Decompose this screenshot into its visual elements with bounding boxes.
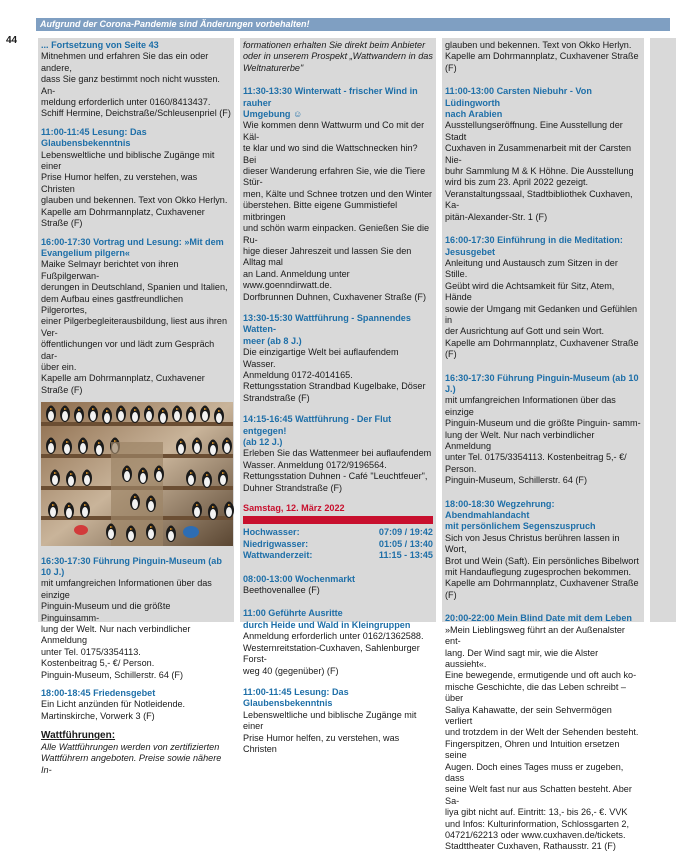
event-heading — [243, 608, 433, 631]
text-line: Pinguin-Museum, Schillerstr. 64 (F) — [41, 669, 184, 680]
penguin-museum-photo — [41, 402, 233, 546]
text-line: Eine bewegende, ermutigende und oft auch ko- — [445, 670, 637, 681]
text-line: Die einzigartige Welt bei auflaufendem Wasser. — [243, 347, 399, 369]
text-line: 11:30-13:30 Winterwatt - frischer Wind in rauher — [243, 86, 418, 108]
event-body — [243, 347, 433, 404]
event-body — [41, 699, 231, 722]
text-line: Martinskirche, Vorwerk 3 (F) — [41, 710, 155, 721]
text-line: Cuxhaven in Zusammenarbeit mit der Carsten Nie- — [445, 143, 631, 165]
text-line: öffentlichungen vor und lädt zum Gespräch dar- — [41, 339, 215, 361]
text-line: Veranstaltungssaal, Stadtbibliothek Cuxhaven, Ka- — [445, 188, 633, 211]
text-line: Geübt wird die Achtsamkeit für Sitz, Atem, Hände — [445, 280, 615, 303]
event-body — [41, 578, 231, 681]
text-line: Augen. Doch eines Tages muss er zugeben, dass — [445, 761, 624, 783]
text-line: Maike Selmayr berichtet von ihren Fußpilgerwan- — [41, 259, 179, 281]
event-body — [243, 448, 433, 494]
text-line: 16:00-17:30 Vortrag und Lesung: »Mit dem — [41, 236, 224, 247]
text-line: lang. Der Wind sagt mir, wie die Alster aussieht«. — [445, 647, 599, 669]
text-line: Prise Humor helfen, zu verstehen, was Christen — [243, 732, 400, 754]
text-line: über ein. — [41, 361, 77, 372]
text-line: Anmeldung erforderlich unter 0162/1362588. — [243, 631, 424, 642]
event-heading — [445, 235, 641, 258]
text-line: Fingerspitzen, Ohren und Intuition ersetzen seine — [445, 738, 620, 761]
text-line: formationen erhalten Sie direkt beim Anbieter — [243, 40, 426, 50]
text-line: te klar und wo sind die Wattschnecken hin? Bei — [243, 143, 418, 165]
event-body — [41, 150, 231, 230]
text-line: Lebensweltliche und biblische Zugänge mit einer — [243, 709, 417, 732]
text-line: unter Tel. 0175/3354113. — [41, 646, 141, 657]
text-line: nach Arabien — [445, 109, 503, 120]
text-line: seine Welt fast nur aus Schatten besteht. Aber Sa- — [445, 784, 632, 806]
text-line: liya gibt nicht auf. Eintritt: 13,- bis 26,- €. VVK — [445, 807, 628, 818]
event-body — [243, 710, 433, 756]
event-heading — [41, 237, 231, 260]
text-line: 11:00 Geführte Ausritte — [243, 608, 343, 619]
event-heading: 18:00-18:45 Friedensgebet — [41, 688, 156, 699]
event-heading — [445, 86, 641, 120]
text-line: Umgebung ☺ — [243, 109, 303, 120]
text-line: Wie kommen denn Wattwurm und Co mit der Käl- — [243, 120, 425, 142]
tide-row — [243, 550, 433, 561]
text-line: Ausstellungseröffnung. Eine Ausstellung der Stadt — [445, 120, 623, 142]
text-line: und trotzdem in der Welt der Sehenden besteht. — [445, 727, 639, 738]
event-heading: 11:00-11:45 Lesung: Das Glaubensbekenntnis — [243, 686, 349, 709]
text-line: Kapelle am Dohrmannplatz, Cuxhavener Straße (F) — [41, 206, 205, 229]
text-line: (ab 12 J.) — [243, 437, 283, 447]
text-line: oder in unserem Prospekt „Wattwandern in das — [243, 51, 433, 62]
column-3 — [442, 38, 644, 852]
text-line: Wasser. Anmeldung 0172/9196564. — [243, 459, 387, 470]
text-line: meldung erforderlich unter 0160/8413437. — [41, 97, 211, 108]
section-heading: Wattführungen: — [41, 730, 116, 742]
date-divider — [243, 516, 433, 524]
text-line: Anmeldung 0172-4014165. — [243, 369, 353, 380]
text-line: pitän-Alexander-Str. 1 (F) — [445, 211, 548, 222]
event-heading: ... Fortsetzung von Seite 43 — [41, 40, 159, 50]
page-number: 44 — [6, 35, 18, 46]
text-line: meer (ab 8 J.) — [243, 335, 302, 346]
tide-label: Hochwasser: — [243, 527, 300, 538]
text-line: 04721/62213 oder www.cuxhaven.de/tickets. — [445, 830, 626, 840]
text-line: Rettungsstation Duhnen - Café "Leuchtfeuer", — [243, 471, 428, 482]
text-line: und Infos: Kulturinformation, Schlossgarten 2, — [445, 818, 629, 829]
text-line: mit umfangreichen Informationen über das einzige — [445, 395, 616, 417]
text-line: Pinguin-Museum und die größte Pinguinsamm- — [41, 601, 171, 623]
text-line: Erleben Sie das Wattenmeer bei auflaufendem — [243, 448, 432, 459]
text-line: lung der Welt. Nur nach verbindlicher Anmeldung — [41, 624, 191, 646]
text-line: Westernreitstation-Cuxhaven, Sahlenburger Forst- — [243, 642, 420, 665]
text-line: Prise Humor helfen, zu verstehen, was Christen — [41, 172, 198, 194]
text-line: »Mein Lieblingsweg führt an der Außenalster ent- — [445, 624, 625, 647]
text-line: men, Kälte und Schnee trotzen und den Winter — [243, 188, 433, 199]
event-body — [445, 258, 641, 361]
text-line: dass Sie ganz bestimmt noch nicht wussten. An- — [41, 74, 220, 96]
text-line: Jesusgebet — [445, 246, 496, 257]
text-line: Brot und Wein (Saft). Ein persönliches Bibelwort — [445, 555, 639, 566]
text-line: buhr Sammlung M & K Höhne. Die Ausstellung — [445, 166, 634, 177]
event-heading: 16:30-17:30 Führung Pinguin-Museum (ab 10 J.) — [41, 555, 222, 577]
text-line: mit Handauflegung zugesprochen bekommen. — [445, 567, 632, 578]
text-line: Duhner Strandstraße (F) — [243, 482, 343, 493]
text-line: Person. — [445, 463, 477, 474]
event-heading — [243, 86, 433, 120]
text-line: Stadttheater Cuxhaven, Rathausstr. 21 (F) — [445, 841, 616, 852]
text-line: Schiff Hermine, Deichstraße/Schleusenpriel (F) — [41, 108, 231, 119]
event-body — [445, 533, 641, 601]
tide-value: 11:15 - 13:45 — [378, 550, 433, 561]
event-body — [445, 625, 641, 853]
text-line: derungen in Deutschland, Spanien und Italien, — [41, 282, 228, 293]
text-line: Evangelium pilgern« — [41, 247, 130, 258]
event-heading — [445, 499, 641, 533]
text-line: Dorfbrunnen Duhnen, Cuxhavener Straße (F) — [243, 291, 426, 302]
event-heading: 20:00-22:00 Mein Blind Date mit dem Leben — [445, 613, 632, 624]
text-line: Sich von Jesus Christus berühren lassen in Wort, — [445, 532, 620, 555]
text-line: Saliya Kahawatte, der sein Sehvermögen verliert — [445, 704, 612, 726]
intro-text — [445, 40, 641, 74]
text-line: mische Geschichte, die das Leben schreibt – über — [445, 681, 626, 704]
text-line: hige dieser Jahreszeit und lassen Sie den Alltag mal — [243, 245, 412, 268]
text-line: Kapelle am Dohrmannplatz, Cuxhavener Straße (F) — [445, 51, 639, 73]
text-line: Kapelle am Dohrmannplatz, Cuxhavener Straße (F) — [445, 578, 639, 600]
text-line: wird bis zum 23. April 2022 gezeigt. — [445, 177, 589, 188]
text-line: Anleitung und Austausch zum Sitzen in der Stille. — [445, 257, 618, 280]
text-line: der Ausrichtung auf Gott und sein Wort. — [445, 326, 605, 337]
text-line: 18:00-18:30 Wegzehrung: Abendmahlandacht — [445, 498, 555, 521]
tide-value: 07:09 / 19:42 — [378, 527, 433, 538]
text-line: überstehen. Bitte eigene Gummistiefel mitbringen — [243, 200, 398, 222]
event-heading — [243, 414, 433, 448]
text-line: Strandstraße (F) — [243, 392, 310, 403]
text-line: Beethovenallee (F) — [243, 585, 320, 596]
text-line: Ein Licht anzünden für Notleidende. — [41, 699, 186, 710]
tide-label: Niedrigwasser: — [243, 538, 309, 549]
text-line: dieser Wanderung erfahren Sie, wie die Tiere Stür- — [243, 166, 426, 188]
tide-label: Wattwanderzeit: — [243, 550, 313, 561]
text-line: Alle Wattführungen werden von zertifizierten — [41, 741, 220, 752]
event-body — [41, 51, 231, 119]
text-line: Lebensweltliche und biblische Zugänge mit einer — [41, 149, 215, 172]
text-line: mit persönlichem Segenszuspruch — [445, 521, 596, 532]
text-line: 11:00-13:00 Carsten Niebuhr - Von Lüdingworth — [445, 86, 592, 108]
text-line: durch Heide und Wald in Kleingruppen — [243, 619, 411, 630]
intro-text — [243, 40, 433, 74]
event-body — [243, 631, 433, 677]
text-line: 16:00-17:30 Einführung in die Meditation: — [445, 235, 623, 246]
section-body — [41, 742, 231, 776]
text-line: 13:30-15:30 Wattführung - Spannendes Watten- — [243, 312, 411, 335]
event-heading: 08:00-13:00 Wochenmarkt — [243, 573, 356, 584]
event-body — [445, 395, 641, 486]
text-line: Kostenbeitrag 5,- €/ Person. — [41, 658, 155, 669]
date-heading: Samstag, 12. März 2022 — [243, 503, 345, 514]
text-line: lung der Welt. Nur nach verbindlicher Anmeldung — [445, 429, 595, 451]
text-line: 14:15-16:45 Wattführung - Der Flut entgegen! — [243, 414, 392, 436]
tide-row — [243, 539, 433, 550]
page-edge-tab — [650, 38, 676, 622]
text-line: Kapelle am Dohrmannplatz, Cuxhavener Straße (F) — [41, 373, 205, 395]
text-line: sowie der Umgang mit Gedanken und Gefühlen in — [445, 303, 638, 325]
text-line: weg 40 (gegenüber) (F) — [243, 665, 339, 676]
event-body — [243, 585, 433, 596]
banner: Aufgrund der Corona-Pandemie sind Änderungen vorbehalten! — [36, 18, 670, 31]
tide-value: 01:05 / 13:40 — [378, 538, 433, 549]
event-heading: 11:00-11:45 Lesung: Das Glaubensbekenntnis — [41, 126, 147, 149]
column-1 — [38, 38, 234, 775]
text-line: einer Pilgerbegleiterausbildung, liest aus ihren Ver- — [41, 316, 228, 338]
text-line: Mitnehmen und erfahren Sie das ein oder andere, — [41, 51, 209, 73]
text-line: und schön warm einpacken. Genießen Sie die Ru- — [243, 223, 430, 245]
event-body — [445, 120, 641, 223]
event-body — [243, 120, 433, 303]
text-line: an Land. Anmeldung unter www.goenndirwatt.de. — [243, 268, 350, 291]
text-line: mit umfangreichen Informationen über das einzige — [41, 578, 212, 600]
tide-row — [243, 527, 433, 538]
event-body — [41, 259, 231, 396]
text-line: dem Aufbau eines gastfreundlichen Pilgerortes, — [41, 293, 184, 315]
text-line: glauben und bekennen. Text von Okko Herlyn. — [41, 195, 228, 206]
text-line: glauben und bekennen. Text von Okko Herlyn. — [445, 40, 632, 50]
text-line: Pinguin-Museum, Schillerstr. 64 (F) — [445, 475, 588, 486]
tide-table — [243, 527, 433, 561]
event-heading: 16:30-17:30 Führung Pinguin-Museum (ab 10 J.) — [445, 372, 639, 394]
event-heading — [243, 313, 433, 347]
text-line: Weltnaturerbe" — [243, 62, 304, 73]
text-line: Kapelle am Dohrmannplatz, Cuxhavener Straße (F) — [445, 337, 639, 360]
column-2 — [240, 38, 436, 754]
text-line: Pinguin-Museum und die größte Pinguin- samm- — [445, 418, 641, 429]
text-line: Rettungsstation Strandbad Kugelbake, Döser — [243, 381, 426, 392]
text-line: unter Tel. 0175/3354113. Kostenbeitrag 5,- €/ — [445, 452, 627, 463]
text-line: Wattführern angeboten. Preise sowie nähere In- — [41, 753, 222, 775]
